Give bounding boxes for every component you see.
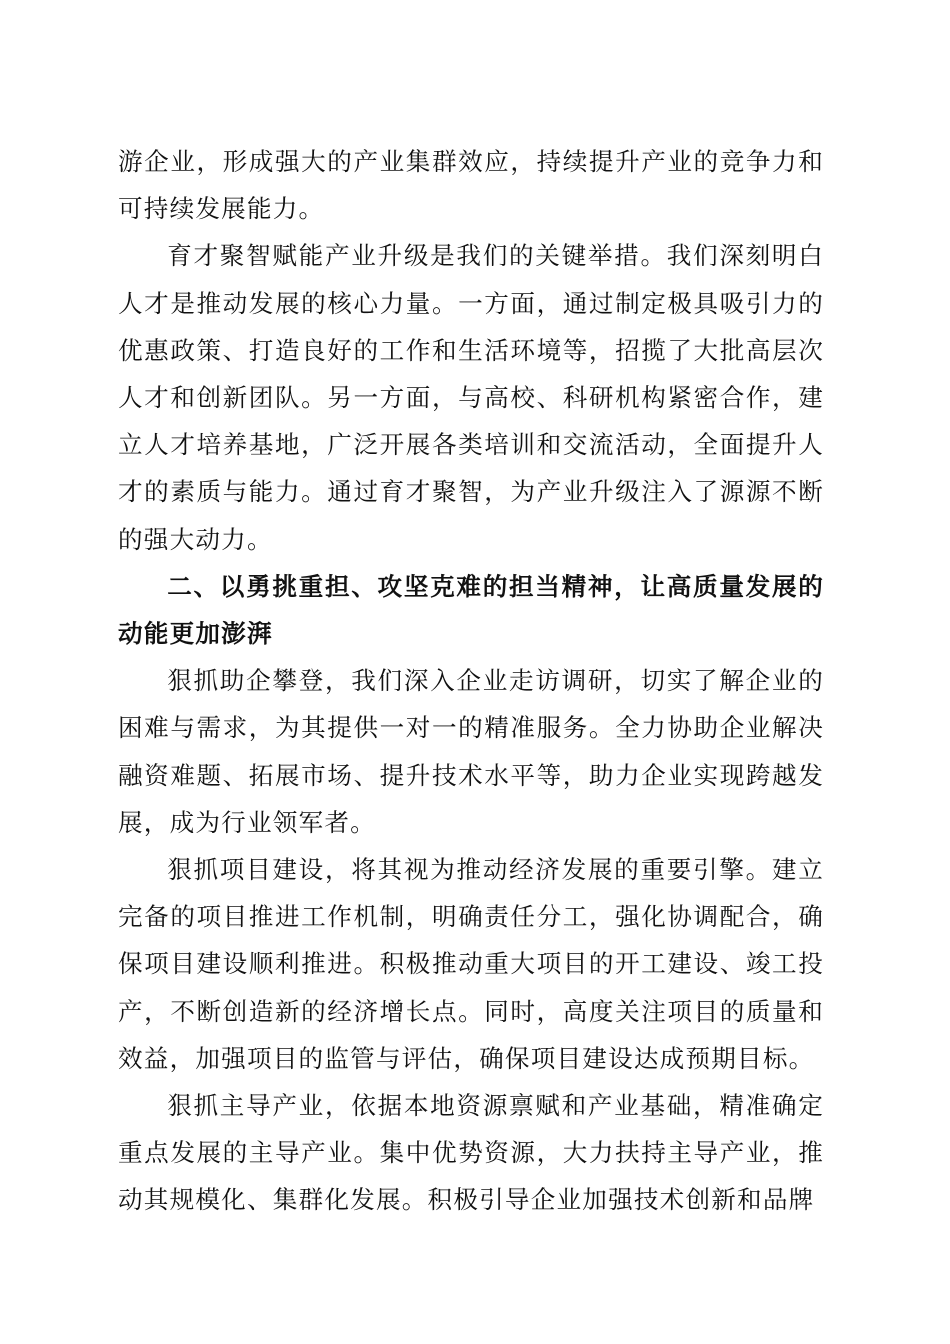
paragraph-continuation: 游企业，形成强大的产业集群效应，持续提升产业的竞争力和可持续发展能力。	[118, 147, 824, 224]
document-body	[118, 138, 824, 1224]
paragraph-project-construction: 狠抓项目建设，将其视为推动经济发展的重要引擎。建立完备的项目推进工作机制，明确责任分工，强化协调配合，确保项目建设顺利推进。积极推动重大项目的开工建设、竣工投产，不断创造新的经济增长点。同时，高度关注项目的质量和效益，加强项目的监管与评估，确保项目建设达成预期目标。	[118, 855, 824, 1073]
paragraph-enterprise-support: 狠抓助企攀登，我们深入企业走访调研，切实了解企业的困难与需求，为其提供一对一的精准服务。全力协助企业解决融资难题、拓展市场、提升技术水平等，助力企业实现跨越发展，成为行业领军者。	[118, 666, 824, 837]
paragraph-talent-cultivation: 育才聚智赋能产业升级是我们的关键举措。我们深刻明白人才是推动发展的核心力量。一方面，通过制定极具吸引力的优惠政策、打造良好的工作和生活环境等，招揽了大批高层次人才和创新团队。另一方面，与高校、科研机构紧密合作，建立人才培养基地，广泛开展各类培训和交流活动，全面提升人才的素质与能力。通过育才聚智，为产业升级注入了源源不断的强大动力。	[118, 241, 824, 554]
section-heading-two: 二、以勇挑重担、攻坚克难的担当精神，让高质量发展的动能更加澎湃	[118, 571, 824, 649]
paragraph-leading-industry: 狠抓主导产业，依据本地资源禀赋和产业基础，精准确定重点发展的主导产业。集中优势资源，大力扶持主导产业，推动其规模化、集群化发展。积极引导企业加强技术创新和品牌	[118, 1091, 824, 1215]
